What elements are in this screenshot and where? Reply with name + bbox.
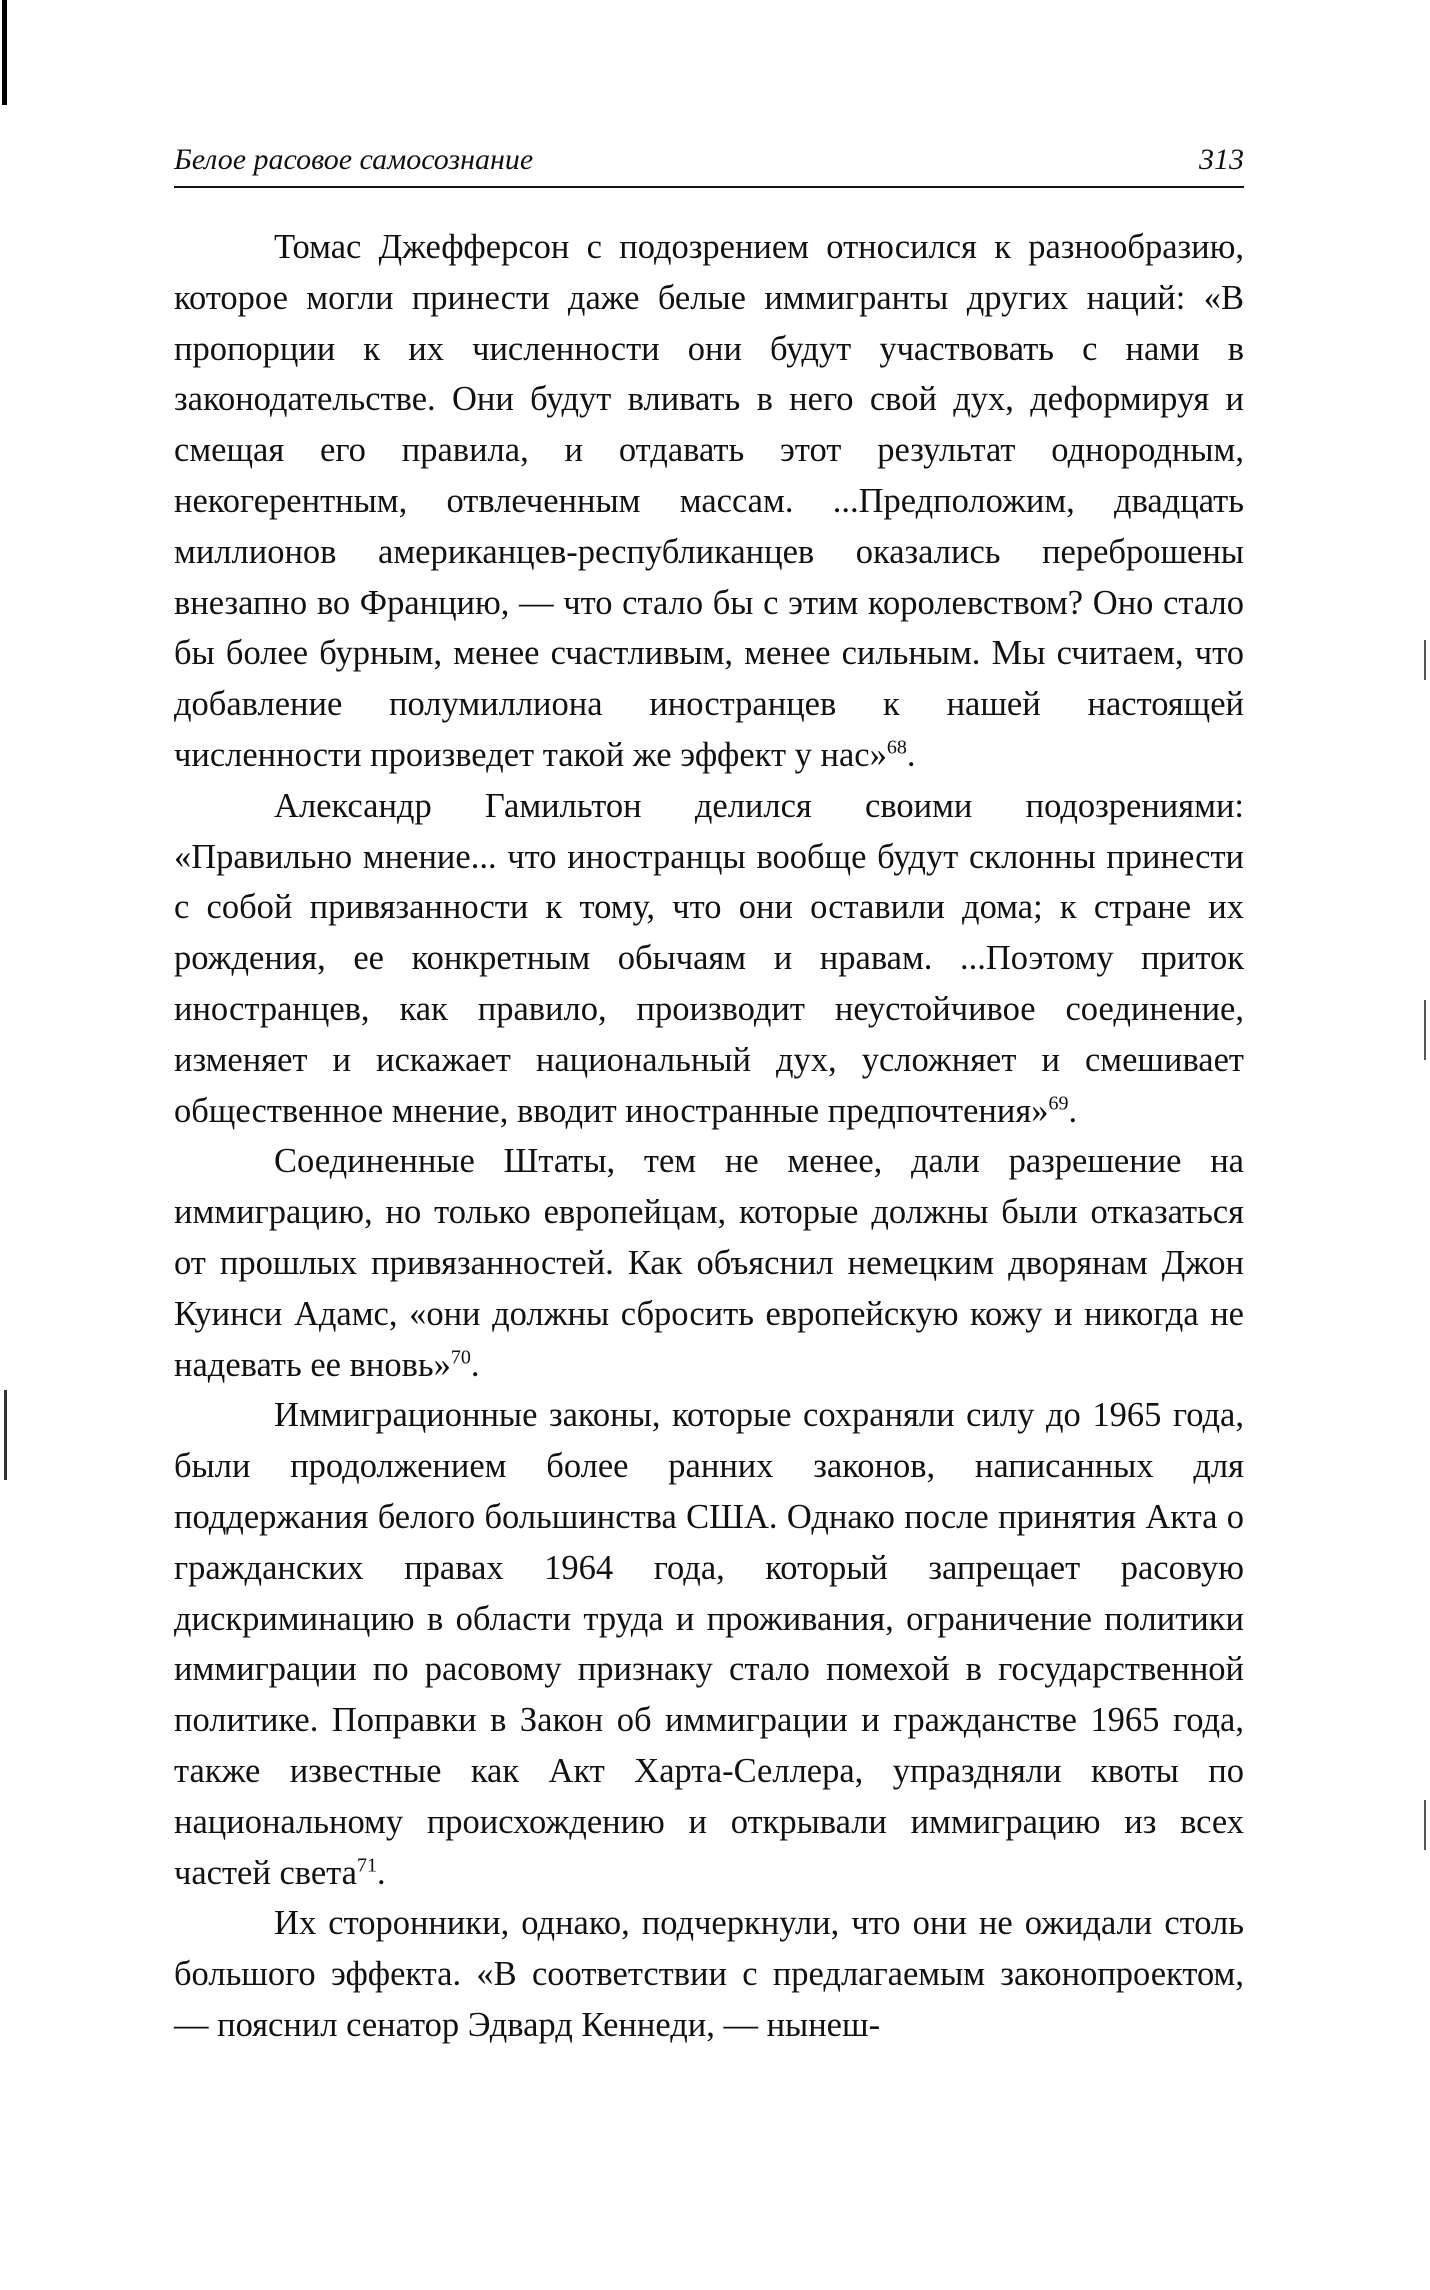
scan-edge-left (0, 0, 10, 1500)
footnote-ref: 70 (450, 1346, 471, 1369)
paragraph-text: Соединенные Штаты, тем не менее, дали разрешение на иммиграцию, но только европейцам, которые должны были отказаться от прошлых привязанностей. Как объяснил немецким дворянам Джон Куинси Адамс, «они должны сбросить европейскую кожу и никогда не надевать ее вновь» (174, 1142, 1244, 1384)
paragraph-text: Их сторонники, однако, подчеркнули, что они не ожидали столь большого эффекта. «В соответствии с предлагаемым законопроектом, — пояснил сенатор Эдвард Кеннеди, — нынеш- (174, 1904, 1244, 2044)
paragraph-end: . (470, 1345, 480, 1384)
scan-edge-mark (1424, 640, 1426, 680)
paragraph-end: . (1068, 1091, 1078, 1130)
paragraph-text: Томас Джефферсон с подозрением относился к разнообразию, которое могли принести даже белые иммигранты других наций: «В пропорции к их численности они будут участвовать с нами в законодательстве. Они будут вливать в него свой дух, деформируя и смещая его правила, и отдавать этот результат однородным, некогерентным, отвлеченным массам. ...Предположим, двадцать миллионов американцев-республиканцев оказались переброшены внезапно во Францию, — что стало бы с этим королевством? Оно стало бы более бурным, менее счастливым, менее сильным. Мы считаем, что добавление полумиллиона иностранцев к нашей настоящей численности произведет такой же эффект у нас» (174, 228, 1244, 774)
footnote-ref: 71 (356, 1854, 377, 1876)
scan-edge-mark (1424, 1800, 1426, 1850)
paragraph (174, 1136, 1244, 1390)
paragraph-text: Иммиграционные законы, которые сохраняли силу до 1965 года, были продолжением более ранних законов, написанных для поддержания белого большинства США. Однако после принятия Акта о гражданских правах 1964 года, который запрещает расовую дискриминацию в области труда и проживания, ограничение политики иммиграции по расовому признаку стало помехой в государственной политике. Поправки в Закон об иммиграции и гражданстве 1965 года, также известные как Акт Харта-Селлера, упраздняли квоты по национальному происхождению и открывали иммиграцию из всех частей света (174, 1396, 1244, 1892)
paragraph (174, 1390, 1244, 1898)
scan-edge-right (1416, 0, 1430, 2290)
paragraph-text: Александр Гамильтон делился своими подозрениями: «Правильно мнение... что иностранцы вообще будут склонны принести с собой привязанности к тому, что они оставили дома; к стране их рождения, ее конкретным обычаям и нравам. ...Поэтому приток иностранцев, как правило, производит неустойчивое соединение, изменяет и искажает национальный дух, усложняет и смешивает общественное мнение, вводит иностранные предпочтения» (174, 786, 1244, 1130)
footnote-ref: 69 (1048, 1092, 1069, 1115)
paragraph (174, 1898, 1244, 2050)
body-text (174, 222, 1244, 2051)
header-rule (174, 186, 1244, 188)
paragraph-end: . (376, 1853, 386, 1892)
page-number: 313 (1199, 143, 1244, 176)
scan-edge-mark (2, 0, 7, 105)
paragraph-end: . (906, 735, 916, 774)
running-head: Белое расовое самосознание (174, 143, 534, 176)
paragraph (174, 222, 1244, 781)
scan-edge-mark (1424, 1000, 1426, 1060)
paragraph (174, 781, 1244, 1137)
footnote-ref: 68 (886, 736, 907, 759)
page-header (174, 140, 1244, 186)
scan-edge-mark (4, 1390, 7, 1480)
